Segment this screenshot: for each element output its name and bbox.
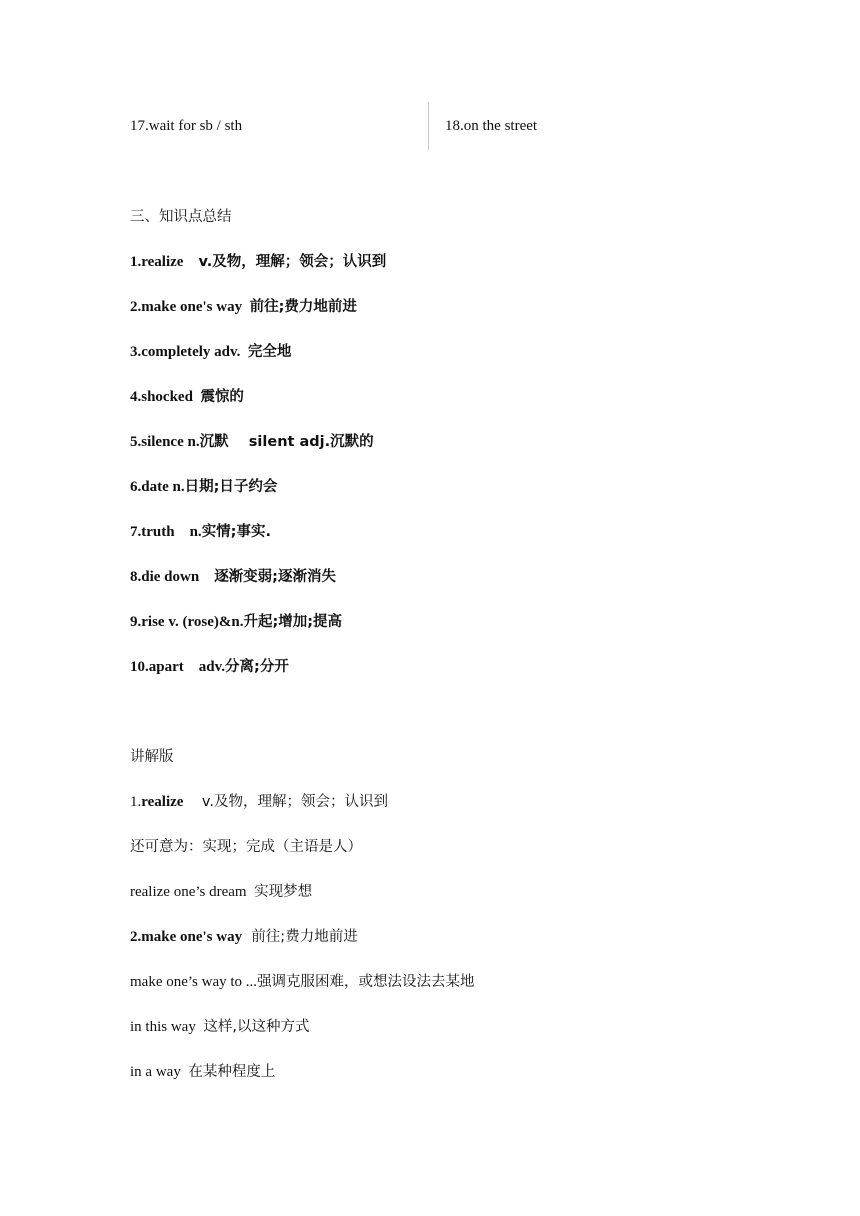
explain-line-4-word: 2.make one's way xyxy=(130,929,243,945)
explain-line-6 xyxy=(130,1017,309,1037)
summary-item-4 xyxy=(130,387,244,407)
summary-item-7-cn: 实情;事实. xyxy=(201,524,271,540)
explain-line-3 xyxy=(130,882,312,902)
explain-line-1-word: realize xyxy=(141,794,184,810)
summary-item-3 xyxy=(130,342,291,362)
explain-line-7-cn: 在某种程度上 xyxy=(188,1064,276,1080)
summary-item-1 xyxy=(130,252,386,272)
summary-item-5-en: 5.silence n. xyxy=(130,434,200,450)
explain-line-1-num: 1. xyxy=(130,794,142,810)
summary-item-5-cn: 沉默 silent adj.沉默的 xyxy=(199,434,374,450)
summary-item-7-en: 7.truth n. xyxy=(130,524,202,540)
summary-item-3-cn: 完全地 xyxy=(247,344,292,360)
summary-item-4-en: 4.shocked xyxy=(130,389,201,405)
explain-line-4 xyxy=(130,927,358,947)
explain-line-5 xyxy=(130,972,475,992)
summary-item-4-cn: 震惊的 xyxy=(200,389,244,405)
summary-item-5 xyxy=(130,432,374,452)
summary-item-8 xyxy=(130,567,336,587)
summary-item-8-cn: 逐渐变弱;逐渐消失 xyxy=(214,569,336,585)
explain-line-1 xyxy=(130,792,388,812)
summary-item-7 xyxy=(130,522,271,542)
summary-item-9-en: 9.rise v. (rose)&n. xyxy=(130,614,244,630)
explain-line-1-def: v.及物，理解；领会；认识到 xyxy=(183,794,388,810)
explain-line-4-def: 前往;费力地前进 xyxy=(242,929,358,945)
summary-item-1-en: 1.realize xyxy=(130,254,199,270)
table-column-divider xyxy=(428,102,429,150)
section-heading: 三、知识点总结 xyxy=(130,209,232,225)
summary-item-10 xyxy=(130,657,289,677)
summary-item-6-cn: 日期;日子约会 xyxy=(184,479,278,495)
summary-item-6-en: 6.date n. xyxy=(130,479,185,495)
summary-item-6 xyxy=(130,477,277,497)
summary-item-3-en: 3.completely adv. xyxy=(130,344,248,360)
table-cell-17: 17.wait for sb / sth xyxy=(130,118,243,134)
vocab-table-row xyxy=(130,102,730,150)
explain-line-7-en: in a way xyxy=(130,1064,189,1080)
summary-item-10-cn: 分离;分开 xyxy=(225,659,289,675)
table-cell-18: 18.on the street xyxy=(445,118,538,134)
summary-item-2 xyxy=(130,297,357,317)
summary-item-2-cn: 前往;费力地前进 xyxy=(249,299,357,315)
explain-line-3-en: realize one’s dream xyxy=(130,884,255,900)
summary-item-1-cn: v.及物，理解；领会；认识到 xyxy=(198,254,387,270)
explain-line-2: 还可意为：实现；完成（主语是人） xyxy=(130,839,362,855)
summary-item-2-en: 2.make one's way xyxy=(130,299,250,315)
summary-item-10-en: 10.apart adv. xyxy=(130,659,226,675)
explain-line-3-cn: 实现梦想 xyxy=(254,884,313,900)
explain-line-5-cn: 强调克服困难，或想法设法去某地 xyxy=(257,974,475,990)
explain-line-6-en: in this way xyxy=(130,1019,204,1035)
summary-item-8-en: 8.die down xyxy=(130,569,215,585)
summary-item-9-cn: 升起;增加;提高 xyxy=(243,614,343,630)
explain-line-7 xyxy=(130,1062,275,1082)
explain-heading: 讲解版 xyxy=(130,749,174,765)
explain-line-6-cn: 这样,以这种方式 xyxy=(203,1019,310,1035)
explain-line-5-en: make one’s way to ... xyxy=(130,974,258,990)
summary-item-9 xyxy=(130,612,342,632)
